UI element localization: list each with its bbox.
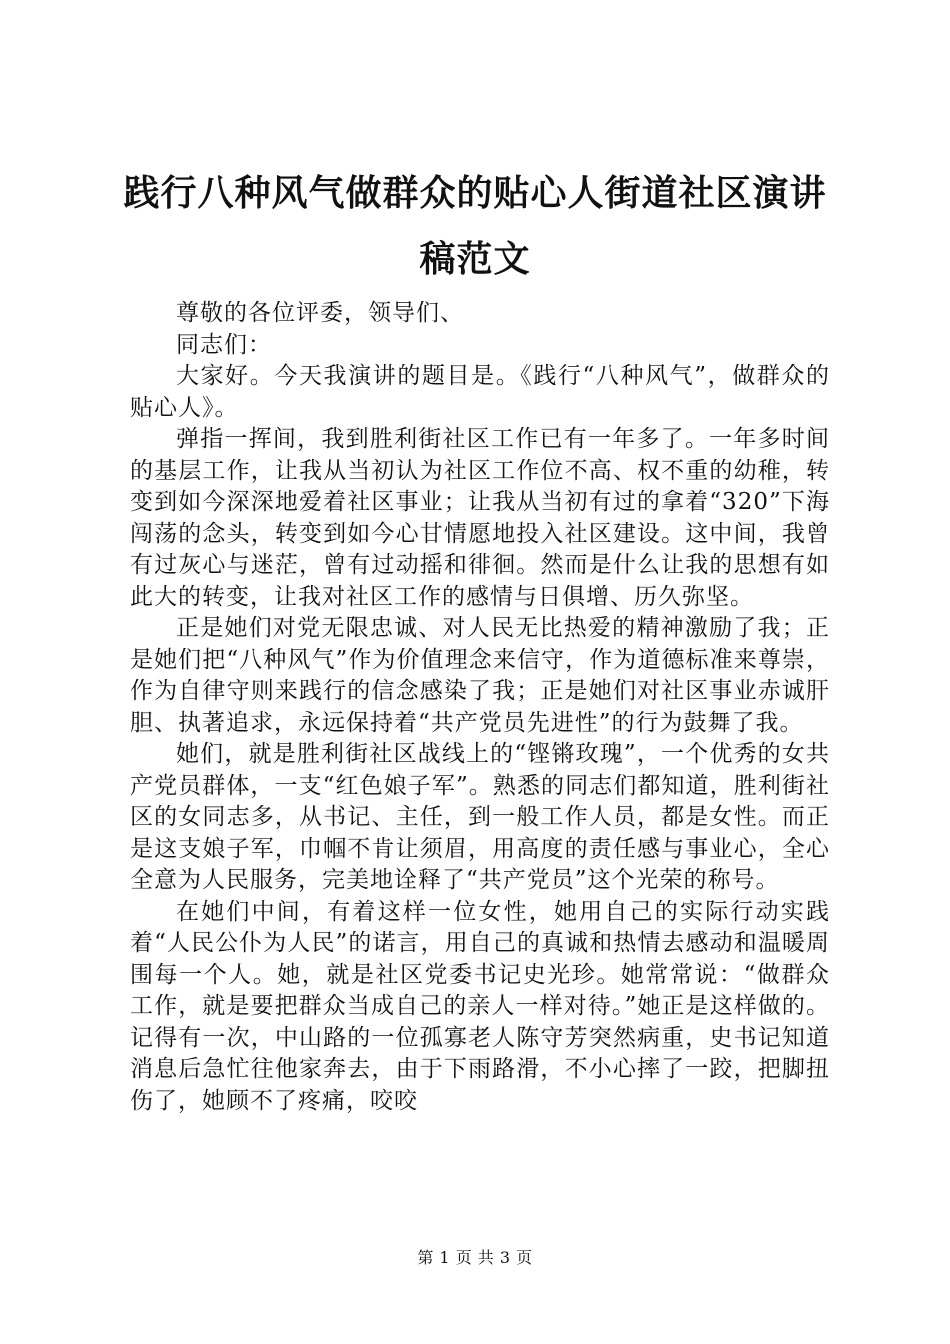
salutation-line-1: 尊敬的各位评委，领导们、 (176, 300, 464, 326)
paragraph-greeting: 大家好。今天我演讲的题目是。《践行“八种风气”，做群众的贴心人》。 (130, 363, 830, 421)
document-body (130, 298, 830, 1117)
paragraph-3: 她们，就是胜利街社区战线上的“铿锵玫瑰”，一个优秀的女共产党员群体，一支“红色娘子军”。熟悉的同志们都知道，胜利街社区的女同志多，从书记、主任，到一般工作人员，都是女性。而正是这支娘子军，巾帼不肯让须眉，用高度的责任感与事业心，全心全意为人民服务，完美地诠释了“共产党员”这个光荣的称号。 (130, 741, 830, 893)
document-title: 践行八种风气做群众的贴心人街道社区演讲稿范文 (123, 172, 827, 280)
paragraph-4: 在她们中间，有着这样一位女性，她用自己的实际行动实践着“人民公仆为人民”的诺言，用自己的真诚和热情去感动和温暖周围每一个人。她，就是社区党委书记史光珍。她常常说：“做群众工作，就是要把群众当成自己的亲人一样对待。”她正是这样做的。记得有一次，中山路的一位孤寡老人陈守芳突然病重，史书记知道消息后急忙往他家奔去，由于下雨路滑，不小心摔了一跤，把脚扭伤了，她顾不了疼痛，咬咬 (130, 898, 830, 1114)
paragraph-1: 弹指一挥间，我到胜利街社区工作已有一年多了。一年多时间的基层工作，让我从当初认为社区工作位不高、权不重的幼稚，转变到如今深深地爱着社区事业；让我从当初有过的拿着“320”下海闯荡的念头，转变到如今心甘情愿地投入社区建设。这中间，我曾有过灰心与迷茫，曾有过动摇和徘徊。然而是什么让我的思想有如此大的转变，让我对社区工作的感情与日俱增、历久弥坚。 (130, 426, 830, 610)
salutation-line-2: 同志们： (176, 331, 272, 358)
page-number-footer: 第 1 页 共 3 页 (417, 1248, 533, 1267)
paragraph-2: 正是她们对党无限忠诚、对人民无比热爱的精神激励了我；正是她们把“八种风气”作为价值理念来信守，作为道德标准来尊崇，作为自律守则来践行的信念感染了我；正是她们对社区事业赤诚肝胆、执著追求，永远保持着“共产党员先进性”的行为鼓舞了我。 (130, 615, 830, 736)
